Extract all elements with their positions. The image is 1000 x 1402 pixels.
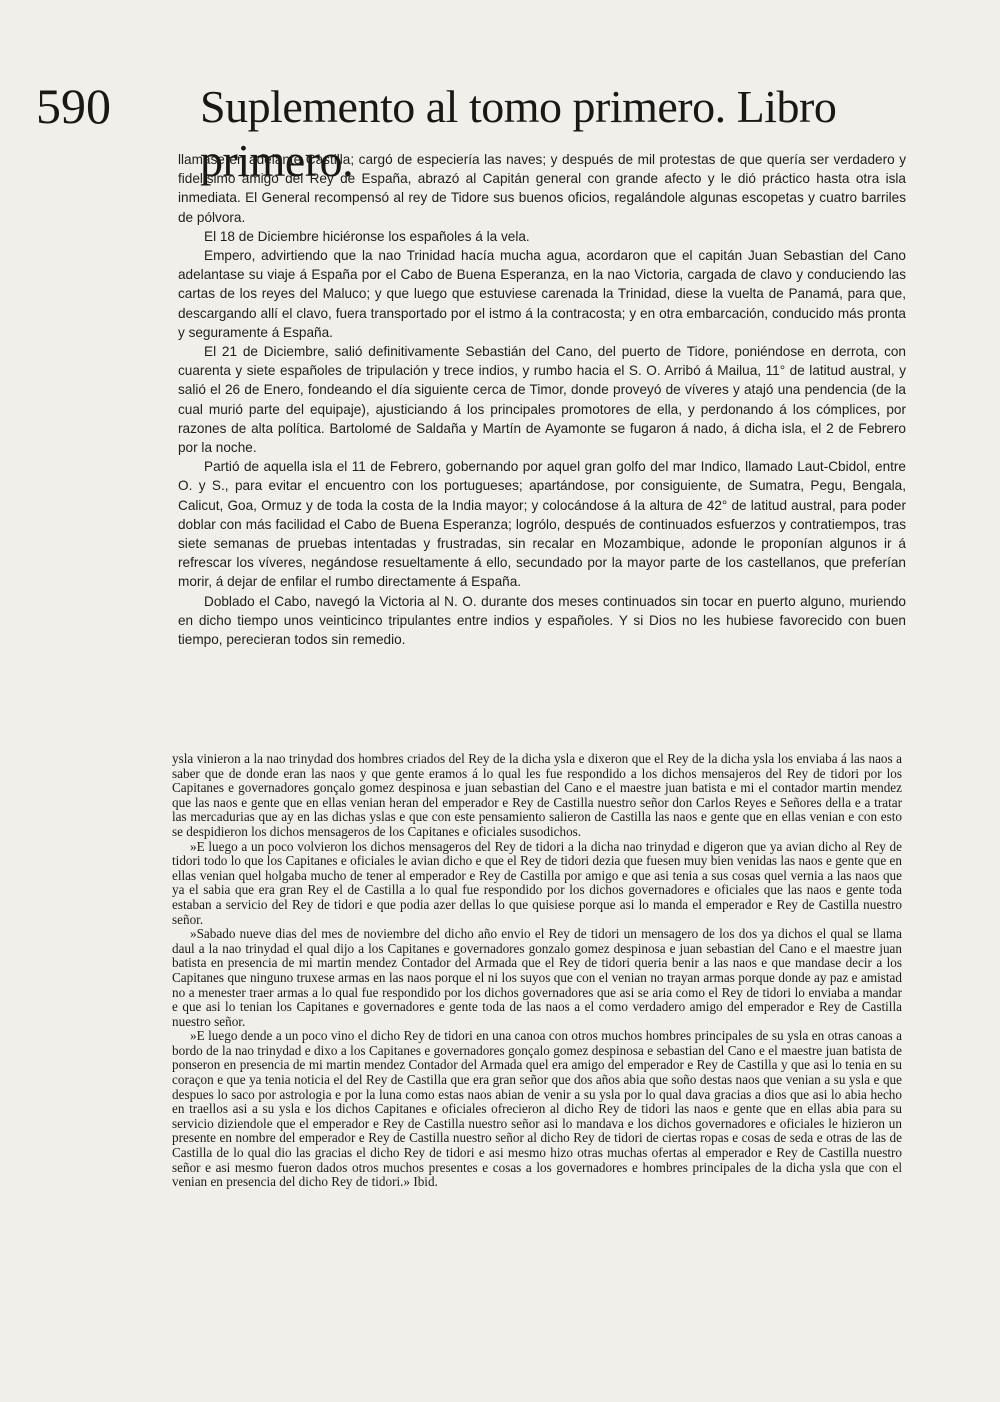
footnote-paragraph: »Sabado nueve dias del mes de noviembre del dicho año envio el Rey de tidori un mensagero de los dos ya dichos el qual se llama daul a la nao trinydad el qual dijo a los Capitanes e governadores gonzalo gomez despinosa e juan sebastian del Cano e el maestre juan batista en presencia de mi martin mendez Contador del Armada que el Rey de tidori queria benir a las naos e que mandase decir a los Capitanes que ninguno truxese armas en las naos porque el ni los suyos que con el venian no trayan armas porque donde ay paz e amistad no a menester traer armas a lo qual fue respondido por los dichos governadores que asi se aria como el Rey de tidori lo enviaba a mandar e que asi lo tenian los Capitanes e governadores e gente toda de las naos a el como verdadero amigo del emperador e Rey de Castilla nuestro señor.	[172, 926, 902, 1029]
page-number: 590	[36, 78, 111, 134]
footnote-paragraph: »E luego dende a un poco vino el dicho Rey de tidori en una canoa con otros muchos hombres principales de su ysla en otras canoas a bordo de la nao trinydad e dixo a los Capitanes e governadores gonçalo gomez despinosa e sebastian del Cano e el maestre juan batista de ponseron en presencia de mi martin mendez Contador del Armada quel era amigo del emperador e Rey de Castilla y que asi lo tenia en su coraçon e que ya tenia noticia el del Rey de Castilla que era gran señor que dos años abia que soño destas naos que venian a su ysla e que despues lo saco por astrologia e por la luna como estas naos abian de venir a su ysla por lo qual dava gracias a dios que asi lo abia hecho en traellos asi a su ysla e los dichos Capitanes e oficiales ofrecieron al dicho Rey de tidori las naos e gente que en ellas abia para su servicio diziendole que el emperador e Rey de Castilla nuestro señor asi lo mandava e los dichos governadores e oficiales le hizieron un presente en nombre del emperador e Rey de Castilla nuestro señor al dicho Rey de tidori de ciertas ropas e cosas de seda e otras de las de Castilla de lo qual dio las gracias el dicho Rey de tidori e asi mesmo hizo otras muchas ofertas al emperador e Rey de Castilla nuestro señor e asi mesmo fueron dados otros muchos presentes e cosas a los governadores e hombres principales de la dicha ysla que con el venian en presencia del dicho Rey de tidori.» Ibid.	[172, 1028, 902, 1190]
footnote-paragraph: »E luego a un poco volvieron los dichos mensageros del Rey de tidori a la dicha nao trinydad e digeron que ya avian dicho al Rey de tidori todo lo que los Capitanes e oficiales le avian dicho e que el Rey de tidori dezia que fuesen muy bien venidas las naos e gente que en ellas venian quel holgaba mucho de tener al emperador e Rey de Castilla por amigo e que asi tenia a sus cosas quel vernia a las naos que ya el sabia que era gran Rey el de Castilla a lo qual fue respondido por los dichos governadores e oficiales que las naos e gente toda estaban a servicio del Rey de tidori e que podia azer dellas lo que quisiese porque asi lo manda el emperador e Rey de Castilla nuestro señor.	[172, 838, 902, 927]
footnote	[172, 752, 902, 1190]
main-text	[178, 150, 906, 649]
body-paragraph: Doblado el Cabo, navegó la Victoria al N. O. durante dos meses continuados sin tocar en puerto alguno, muriendo en dicho tiempo unos veinticinco tripulantes entre indios y españoles. Y si Dios no les hubiese favorecido con buen tiempo, perecieran todos sin remedio.	[178, 593, 906, 648]
footnote-paragraph: ysla vinieron a la nao trinydad dos hombres criados del Rey de la dicha ysla e dixeron que el Rey de la dicha ysla los enviaba á las naos a saber que de donde eran las naos y que gente eramos á lo qual les fue respondido a los dichos mensajeros del Rey de tidori por los Capitanes e governadores gonçalo gomez despinosa e juan sebastian del Cano e el maestre juan batista e mi el contador martin mendez que las naos e gente que en ellas venian heran del emperador e Rey de Castilla nuestro señor don Carlos Reyes e Señores della e a tratar las mercadurias que ay en las dichas yslas e que con este pensamiento salieron de Castilla las naos e gente que en ellas venian e con esto se despidieron los dichos mensageros de los Capitanes e oficiales susodichos.	[172, 751, 902, 839]
body-paragraph: Empero, advirtiendo que la nao Trinidad hacía mucha agua, acordaron que el capitán Juan Sebastian del Cano adelantase su viaje á España por el Cabo de Buena Esperanza, en la nao Victoria, cargada de clavo y conduciendo las cartas de los reyes del Maluco; y que luego que estuviese carenada la Trinidad, diese la vuelta de Panamá, para que, descargando allí el clavo, fuera transportado por el istmo á la contracosta; y en otra embarcación, conducido más pronta y seguramente á España.	[178, 248, 906, 340]
body-paragraph: Partió de aquella isla el 11 de Febrero, gobernando por aquel gran golfo del mar Indico, llamado Laut-Cbidol, entre O. y S., para evitar el encuentro con los portugueses; apartándose, por consiguiente, de Sumatra, Pegu, Bengala, Calicut, Goa, Ormuz y de toda la costa de la India mayor; y colocándose á la altura de 42° de latitud austral, para poder doblar con más facilidad el Cabo de Buena Esperanza; logrólo, después de continuados esfuerzos y contratiempos, tras siete semanas de pruebas intentadas y frustradas, sin recalar en Mozambique, adonde le proponían algunos ir á refrescar los víveres, negándose resueltamente á ello, secundado por la mayor parte de los castellanos, que preferían morir, á dejar de enfilar el rumbo directamente á España.	[178, 459, 906, 590]
body-paragraph: El 21 de Diciembre, salió definitivamente Sebastián del Cano, del puerto de Tidore, poniéndose en derrota, con cuarenta y siete españoles de tripulación y trece indios, y rumbo hacia el S. O. Arribó á Mailua, 11° de latitud austral, y salió el 26 de Enero, fondeando el día siguiente cerca de Timor, donde proveyó de víveres y atajó una pendencia (de la cual murió parte del equipaje), ajusticiando á los principales promotores de ella, y perdonando á los cómplices, por razones de alta política. Bartolomé de Saldaña y Martín de Ayamonte se fugaron á nado, á dicha isla, el 2 de Febrero por la noche.	[178, 344, 906, 456]
body-paragraph: llamase en adelante Castilla; cargó de especiería las naves; y después de mil protestas de que quería ser verdadero y fidelísimo amigo del Rey de España, abrazó al Capitán general con grande afecto y le dió práctico hasta otra isla inmediata. El General recompensó al rey de Tidore sus buenos oficios, regalándole algunas escopetas y cuatro barriles de pólvora.	[178, 152, 906, 225]
running-title: Suplemento al tomo primero. Libro primero.	[200, 81, 837, 186]
body-paragraph: El 18 de Diciembre hiciéronse los españoles á la vela.	[204, 228, 530, 244]
